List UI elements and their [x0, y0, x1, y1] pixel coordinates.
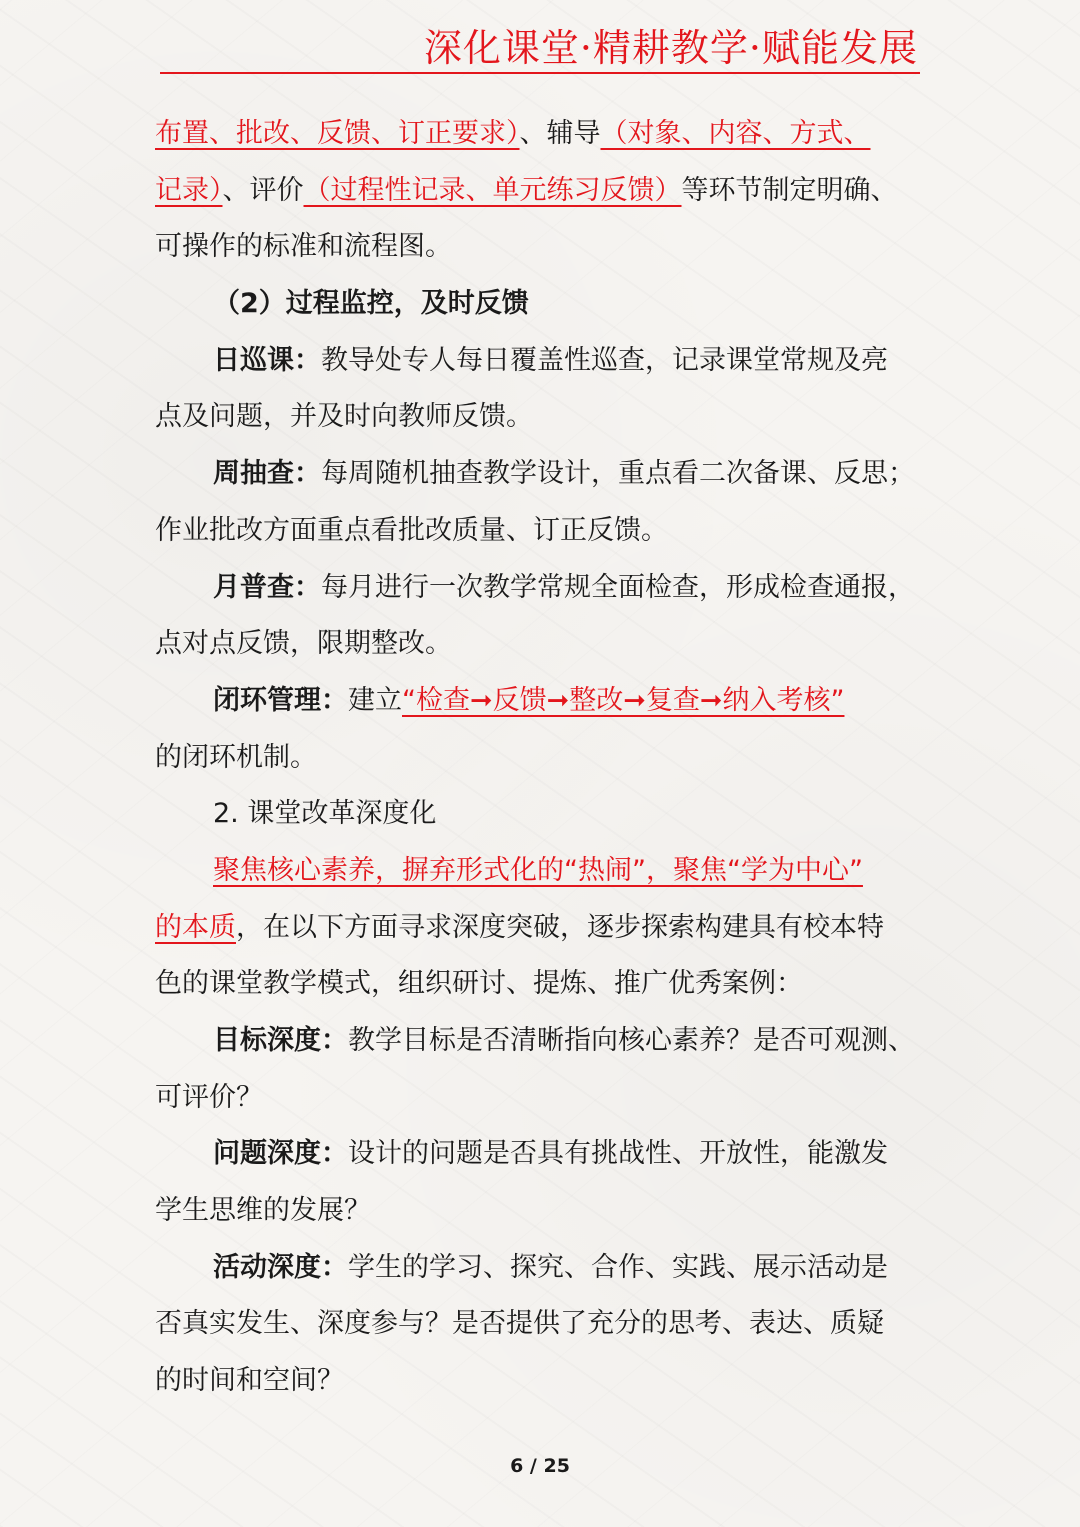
term-label: 活动深度： [213, 1251, 348, 1283]
body-text: 的闭环机制。 [155, 741, 317, 773]
highlighted-text: 聚焦核心素养，摒弃形式化的“热闹”，聚焦“学为中心” [213, 854, 863, 886]
body-text: 设计的问题是否具有挑战性、开放性，能激发 [348, 1138, 888, 1170]
header-title: 深化课堂·精耕教学·赋能发展 [423, 26, 918, 70]
body-text: ，在以下方面寻求深度突破，逐步探索构建具有校本特 [236, 911, 884, 943]
body-text: 学生思维的发展？ [155, 1195, 371, 1227]
paragraph-line [155, 1126, 945, 1183]
paragraph-line [155, 616, 945, 673]
paragraph-line [155, 219, 945, 276]
paragraph-line [155, 1296, 945, 1353]
body-text: 每周随机抽查教学设计，重点看二次备课、反思； [321, 458, 915, 490]
highlighted-text: （过程性记录、单元练习反馈） [303, 174, 682, 206]
term-label: 月普查： [213, 571, 321, 603]
subsection-heading-text: （2）过程监控，及时反馈 [213, 288, 529, 320]
paragraph-line [155, 503, 945, 560]
paragraph-line [155, 1183, 945, 1240]
body-text: 建立 [348, 684, 402, 716]
highlighted-text: 记录） [155, 174, 223, 206]
body-text: 色的课堂教学模式，组织研讨、提炼、推广优秀案例： [155, 968, 803, 1000]
body-text: 的时间和空间？ [155, 1365, 344, 1397]
document-body [155, 106, 945, 1410]
body-text: 可评价？ [155, 1081, 263, 1113]
section-heading-text: 2. 课堂改革深度化 [213, 798, 437, 830]
paragraph-line [155, 333, 945, 390]
body-text: 教学目标是否清晰指向核心素养？是否可观测、 [348, 1025, 915, 1056]
paragraph-line [155, 730, 945, 787]
highlighted-text: （对象、内容、方式、 [600, 118, 871, 149]
highlighted-text: “检查➞反馈➞整改➞复查➞纳入考核” [402, 684, 845, 716]
body-text: 学生的学习、探究、合作、实践、展示活动是 [348, 1251, 888, 1283]
paragraph-line [155, 1353, 945, 1410]
body-text: 点及问题，并及时向教师反馈。 [155, 401, 533, 433]
body-text: 每月进行一次教学常规全面检查，形成检查通报， [321, 571, 915, 603]
header-rule [160, 72, 920, 74]
paragraph-line [155, 673, 945, 730]
paragraph-line [155, 843, 945, 900]
paragraph-line [155, 900, 945, 957]
term-label: 闭环管理： [213, 684, 348, 716]
body-text: 可操作的标准和流程图。 [155, 231, 452, 263]
body-text: 作业批改方面重点看批改质量、订正反馈。 [155, 514, 668, 546]
page-header [160, 20, 920, 74]
paragraph-line [155, 106, 945, 163]
body-text: 教导处专人每日覆盖性巡查，记录课堂常规及亮 [321, 344, 888, 376]
highlighted-text: 的本质 [155, 911, 236, 943]
paragraph-line [155, 1013, 945, 1070]
paragraph-line [155, 560, 945, 617]
term-label: 目标深度： [213, 1025, 348, 1056]
body-text: 、辅导 [519, 118, 601, 149]
subsection-heading [155, 276, 945, 333]
paragraph-line [155, 1240, 945, 1297]
page-number: 6 / 25 [510, 1455, 570, 1477]
paragraph-line [155, 389, 945, 446]
paragraph-line [155, 163, 945, 220]
term-label: 日巡课： [213, 344, 321, 376]
section-heading [155, 786, 945, 843]
paragraph-line [155, 956, 945, 1013]
highlighted-text: 布置、批改、反馈、订正要求） [155, 118, 520, 149]
body-text: 等环节制定明确、 [681, 174, 898, 206]
body-text: 、评价 [222, 174, 304, 206]
term-label: 周抽查： [213, 458, 321, 490]
term-label: 问题深度： [213, 1138, 348, 1170]
paragraph-line [155, 446, 945, 503]
body-text: 点对点反馈，限期整改。 [155, 628, 452, 660]
paragraph-line [155, 1070, 945, 1127]
body-text: 否真实发生、深度参与？是否提供了充分的思考、表达、质疑 [155, 1308, 884, 1340]
